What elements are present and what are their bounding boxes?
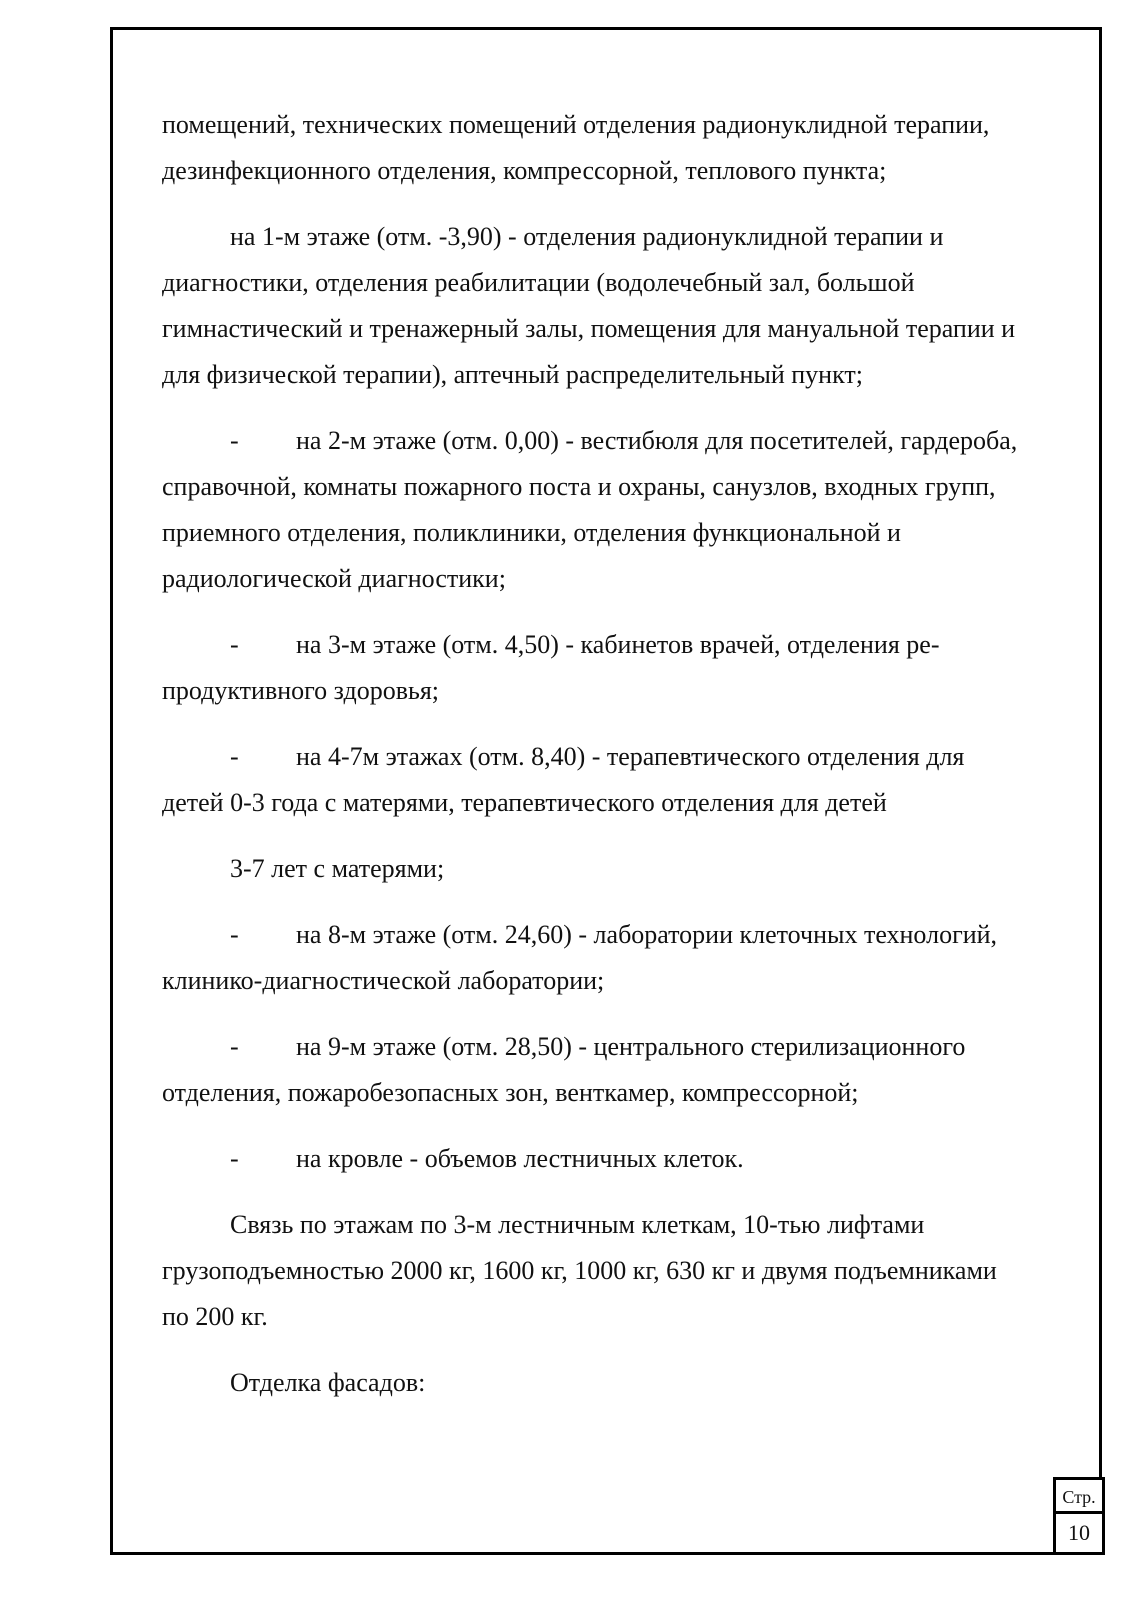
line-text: справочной, комнаты пожарного поста и охраны, санузлов, входных групп, [162,472,996,501]
line-text: на 3-м этаже (отм. 4,50) - кабинетов врачей, отделения ре- [296,630,940,659]
text-line [162,846,1062,892]
line-text: грузоподъемностью 2000 кг, 1600 кг, 1000 кг, 630 кг и двумя подъемниками [162,1256,997,1285]
line-text: радиологической диагностики; [162,564,506,593]
line-text: на 4-7м этажах (отм. 8,40) - терапевтического отделения для [296,742,965,771]
list-dash: - [230,1032,239,1061]
list-dash: - [230,426,239,455]
text-line [162,734,1062,780]
page-label: Стр. [1056,1480,1102,1514]
text-line [162,1360,1062,1406]
line-text: Отделка фасадов: [230,1368,426,1397]
text-line [162,780,1062,826]
page-number-stamp [1053,1477,1105,1555]
text-line [162,1294,1062,1340]
text-line [162,214,1062,260]
text-line [162,148,1062,194]
text-line [162,352,1062,398]
paragraph [162,1360,1062,1406]
text-line [162,102,1062,148]
text-line [162,260,1062,306]
text-line [162,1070,1062,1116]
line-text: на кровле - объемов лестничных клеток. [296,1144,744,1173]
paragraph [162,1136,1062,1182]
line-text: 3-7 лет с матерями; [230,854,445,883]
text-line [162,668,1062,714]
paragraph [162,102,1062,194]
line-text: на 1-м этаже (отм. -3,90) - отделения радионуклидной терапии и [230,222,944,251]
text-line [162,622,1062,668]
text-line [162,1136,1062,1182]
line-text: по 200 кг. [162,1302,268,1331]
paragraph [162,1024,1062,1116]
line-text: на 9-м этаже (отм. 28,50) - центрального стерилизационного [296,1032,966,1061]
paragraph [162,1202,1062,1340]
line-text: на 8-м этаже (отм. 24,60) - лаборатории клеточных технологий, [296,920,998,949]
document-body [162,102,1062,1426]
text-line [162,556,1062,602]
line-text: диагностики, отделения реабилитации (водолечебный зал, большой [162,268,915,297]
list-dash: - [230,1144,239,1173]
paragraph [162,214,1062,398]
line-text: продуктивного здоровья; [162,676,440,705]
text-line [162,306,1062,352]
text-line [162,1024,1062,1070]
line-text: Связь по этажам по 3-м лестничным клеткам, 10-тью лифтами [230,1210,925,1239]
line-text: для физической терапии), аптечный распределительный пункт; [162,360,863,389]
text-line [162,912,1062,958]
line-text: дезинфекционного отделения, компрессорной, теплового пункта; [162,156,887,185]
text-line [162,1202,1062,1248]
text-line [162,464,1062,510]
line-text: детей 0-3 года с матерями, терапевтического отделения для детей [162,788,887,817]
line-text: клинико-диагностической лаборатории; [162,966,605,995]
paragraph [162,418,1062,602]
text-line [162,1248,1062,1294]
text-line [162,958,1062,1004]
line-text: на 2-м этаже (отм. 0,00) - вестибюля для посетителей, гардероба, [296,426,1018,455]
line-text: приемного отделения, поликлиники, отделения функциональной и [162,518,901,547]
paragraph [162,846,1062,892]
text-line [162,510,1062,556]
paragraph [162,622,1062,714]
paragraph [162,912,1062,1004]
list-dash: - [230,630,239,659]
line-text: гимнастический и тренажерный залы, помещения для мануальной терапии и [162,314,1016,343]
list-dash: - [230,742,239,771]
paragraph [162,734,1062,826]
line-text: отделения, пожаробезопасных зон, венткамер, компрессорной; [162,1078,859,1107]
list-dash: - [230,920,239,949]
line-text: помещений, технических помещений отделения радионуклидной терапии, [162,110,990,139]
page-number: 10 [1068,1520,1090,1545]
text-line [162,418,1062,464]
